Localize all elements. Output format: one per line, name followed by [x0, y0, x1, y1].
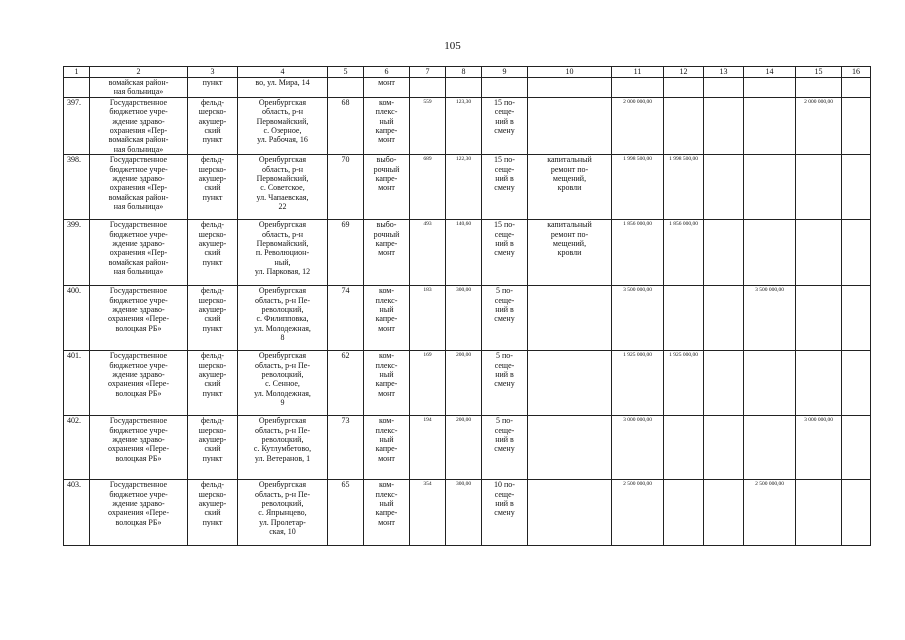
- table-cell-col-9: 10 по- сеще- ний в смену: [482, 480, 528, 546]
- table-cell-col-12: [664, 286, 704, 351]
- table-cell-col-13: [704, 416, 744, 480]
- table-cell-col-11: [612, 78, 664, 98]
- table-cell-col-12: 1 925 000,00: [664, 351, 704, 416]
- table-cell-col-12: [664, 78, 704, 98]
- table-cell-col-11: 1 856 000,00: [612, 220, 664, 286]
- table-cell-col-6: ком- плекс- ный капре- монт: [364, 480, 410, 546]
- table-cell-col-5: 74: [328, 286, 364, 351]
- table-cell-col-10: [528, 78, 612, 98]
- column-number-cell: 2: [90, 67, 188, 78]
- table-row: [64, 220, 871, 286]
- table-cell-col-8: 122,30: [446, 155, 482, 220]
- table-cell-col-3: фельд- шерско- акушер- ский пункт: [188, 286, 238, 351]
- table-cell-col-13: [704, 351, 744, 416]
- table-cell-col-13: [704, 286, 744, 351]
- column-number-cell: 13: [704, 67, 744, 78]
- table-cell-col-15: [796, 78, 842, 98]
- table-cell-col-15: [796, 220, 842, 286]
- table-cell-col-1: 397.: [64, 97, 90, 154]
- registry-body: [64, 67, 871, 546]
- table-cell-col-4: Оренбургская область, р-н Пе- револоцкий, с. Япрынцево, ул. Пролетар- ская, 10: [238, 480, 328, 546]
- table-cell-col-10: капитальный ремонт по- мещений, кровли: [528, 220, 612, 286]
- table-cell-col-14: [744, 220, 796, 286]
- column-number-cell: 8: [446, 67, 482, 78]
- column-number-cell: 6: [364, 67, 410, 78]
- table-cell-col-15: [796, 351, 842, 416]
- column-number-cell: 15: [796, 67, 842, 78]
- table-cell-col-9: 15 по- сеще- ний в смену: [482, 97, 528, 154]
- table-cell-col-12: [664, 480, 704, 546]
- table-cell-col-6: ком- плекс- ный капре- монт: [364, 416, 410, 480]
- table-cell-col-3: фельд- шерско- акушер- ский пункт: [188, 416, 238, 480]
- table-cell-col-5: 68: [328, 97, 364, 154]
- table-cell-col-5: 69: [328, 220, 364, 286]
- table-cell-col-6: ком- плекс- ный капре- монт: [364, 286, 410, 351]
- column-number-cell: 11: [612, 67, 664, 78]
- table-cell-col-2: Государственное бюджетное учре- ждение здраво- охранения «Пер- вомайская район- ная больница»: [90, 97, 188, 154]
- table-cell-col-3: фельд- шерско- акушер- ский пункт: [188, 155, 238, 220]
- table-cell-col-8: 300,00: [446, 286, 482, 351]
- table-cell-col-7: 493: [410, 220, 446, 286]
- table-cell-col-10: капитальный ремонт по- мещений, кровли: [528, 155, 612, 220]
- table-cell-col-6: выбо- рочный капре- монт: [364, 220, 410, 286]
- table-cell-col-13: [704, 480, 744, 546]
- table-cell-col-2: Государственное бюджетное учре- ждение здраво- охранения «Пер- вомайская район- ная больница»: [90, 220, 188, 286]
- table-cell-col-7: 559: [410, 97, 446, 154]
- table-cell-col-9: [482, 78, 528, 98]
- table-cell-col-1: 403.: [64, 480, 90, 546]
- column-number-cell: 4: [238, 67, 328, 78]
- table-cell-col-14: [744, 351, 796, 416]
- table-cell-col-2: Государственное бюджетное учре- ждение здраво- охранения «Пер- вомайская район- ная больница»: [90, 155, 188, 220]
- table-cell-col-11: 1 998 500,00: [612, 155, 664, 220]
- table-cell-col-10: [528, 416, 612, 480]
- table-cell-col-13: [704, 78, 744, 98]
- table-row: [64, 416, 871, 480]
- table-cell-col-3: фельд- шерско- акушер- ский пункт: [188, 97, 238, 154]
- table-cell-col-13: [704, 155, 744, 220]
- table-cell-col-10: [528, 97, 612, 154]
- table-cell-col-16: [842, 286, 871, 351]
- table-cell-col-7: [410, 78, 446, 98]
- table-cell-col-5: 62: [328, 351, 364, 416]
- column-number-cell: 14: [744, 67, 796, 78]
- table-cell-col-1: 402.: [64, 416, 90, 480]
- table-cell-col-16: [842, 416, 871, 480]
- table-row: [64, 155, 871, 220]
- column-number-cell: 1: [64, 67, 90, 78]
- table-cell-col-2: вомайская район- ная больница»: [90, 78, 188, 98]
- table-cell-col-10: [528, 351, 612, 416]
- table-cell-col-13: [704, 220, 744, 286]
- table-cell-col-9: 15 по- сеще- ний в смену: [482, 155, 528, 220]
- table-cell-col-5: 73: [328, 416, 364, 480]
- table-cell-col-16: [842, 97, 871, 154]
- table-cell-col-14: [744, 78, 796, 98]
- table-cell-col-15: 2 000 000,00: [796, 97, 842, 154]
- table-cell-col-8: 123,30: [446, 97, 482, 154]
- table-cell-col-15: [796, 480, 842, 546]
- table-cell-col-12: 1 856 000,00: [664, 220, 704, 286]
- table-cell-col-13: [704, 97, 744, 154]
- table-cell-col-16: [842, 351, 871, 416]
- table-cell-col-12: [664, 97, 704, 154]
- column-number-cell: 7: [410, 67, 446, 78]
- table-row: [64, 97, 871, 154]
- table-cell-col-5: [328, 78, 364, 98]
- table-cell-col-4: Оренбургская область, р-н Пе- револоцкий, с. Филипповка, ул. Молодежная, 8: [238, 286, 328, 351]
- table-cell-col-8: 300,00: [446, 480, 482, 546]
- table-cell-col-4: Оренбургская область, р-н Первомайский, п. Революцион- ный, ул. Парковая, 12: [238, 220, 328, 286]
- table-cell-col-8: 200,00: [446, 351, 482, 416]
- table-cell-col-14: [744, 97, 796, 154]
- table-cell-col-9: 15 по- сеще- ний в смену: [482, 220, 528, 286]
- table-cell-col-1: 399.: [64, 220, 90, 286]
- table-cell-col-8: [446, 78, 482, 98]
- table-row: [64, 286, 871, 351]
- table-cell-col-10: [528, 286, 612, 351]
- table-cell-col-4: Оренбургская область, р-н Первомайский, с. Озерное, ул. Рабочая, 16: [238, 97, 328, 154]
- table-cell-col-11: 3 500 000,00: [612, 286, 664, 351]
- table-cell-col-9: 5 по- сеще- ний в смену: [482, 416, 528, 480]
- table-cell-col-4: Оренбургская область, р-н Пе- револоцкий, с. Кутлумбетово, ул. Ветеранов, 1: [238, 416, 328, 480]
- table-cell-col-11: 1 925 000,00: [612, 351, 664, 416]
- table-cell-col-4: Оренбургская область, р-н Первомайский, с. Советское, ул. Чапаевская, 22: [238, 155, 328, 220]
- table-cell-col-6: выбо- рочный капре- монт: [364, 155, 410, 220]
- table-cell-col-15: [796, 155, 842, 220]
- table-cell-col-3: фельд- шерско- акушер- ский пункт: [188, 220, 238, 286]
- table-cell-col-9: 5 по- сеще- ний в смену: [482, 351, 528, 416]
- table-cell-col-5: 65: [328, 480, 364, 546]
- table-cell-col-6: ком- плекс- ный капре- монт: [364, 97, 410, 154]
- table-cell-col-9: 5 по- сеще- ний в смену: [482, 286, 528, 351]
- table-cell-col-8: 140,60: [446, 220, 482, 286]
- table-cell-col-4: Оренбургская область, р-н Пе- револоцкий, с. Сенное, ул. Молодежная, 9: [238, 351, 328, 416]
- column-number-row: [64, 67, 871, 78]
- table-cell-col-6: монт: [364, 78, 410, 98]
- column-number-cell: 9: [482, 67, 528, 78]
- table-cell-col-14: [744, 416, 796, 480]
- table-cell-col-3: фельд- шерско- акушер- ский пункт: [188, 351, 238, 416]
- table-cell-col-3: фельд- шерско- акушер- ский пункт: [188, 480, 238, 546]
- table-cell-col-2: Государственное бюджетное учре- ждение здраво- охранения «Пере- волоцкая РБ»: [90, 416, 188, 480]
- table-cell-col-4: во, ул. Мира, 14: [238, 78, 328, 98]
- table-cell-col-11: 3 000 000,00: [612, 416, 664, 480]
- table-cell-col-2: Государственное бюджетное учре- ждение здраво- охранения «Пере- волоцкая РБ»: [90, 480, 188, 546]
- table-cell-col-7: 689: [410, 155, 446, 220]
- table-cell-col-3: пункт: [188, 78, 238, 98]
- table-cell-col-2: Государственное бюджетное учре- ждение здраво- охранения «Пере- волоцкая РБ»: [90, 351, 188, 416]
- table-row: [64, 351, 871, 416]
- table-cell-col-7: 194: [410, 416, 446, 480]
- table-cell-col-14: 2 500 000,00: [744, 480, 796, 546]
- table-row: [64, 480, 871, 546]
- table-cell-col-15: [796, 286, 842, 351]
- table-cell-col-16: [842, 78, 871, 98]
- column-number-cell: 3: [188, 67, 238, 78]
- table-cell-col-7: 354: [410, 480, 446, 546]
- table-cell-col-12: 1 998 500,00: [664, 155, 704, 220]
- table-cell-col-11: 2 500 000,00: [612, 480, 664, 546]
- column-number-cell: 12: [664, 67, 704, 78]
- table-cell-col-7: 183: [410, 286, 446, 351]
- table-cell-col-16: [842, 480, 871, 546]
- table-row: [64, 78, 871, 98]
- table-cell-col-15: 3 000 000,00: [796, 416, 842, 480]
- table-cell-col-12: [664, 416, 704, 480]
- page-number: 105: [444, 40, 461, 52]
- table-cell-col-8: 200,00: [446, 416, 482, 480]
- table-cell-col-1: 400.: [64, 286, 90, 351]
- table-cell-col-1: [64, 78, 90, 98]
- table-cell-col-1: 401.: [64, 351, 90, 416]
- table-cell-col-7: 169: [410, 351, 446, 416]
- table-cell-col-2: Государственное бюджетное учре- ждение здраво- охранения «Пере- волоцкая РБ»: [90, 286, 188, 351]
- table-cell-col-6: ком- плекс- ный капре- монт: [364, 351, 410, 416]
- table-cell-col-16: [842, 220, 871, 286]
- registry-table: [63, 66, 871, 546]
- column-number-cell: 16: [842, 67, 871, 78]
- table-cell-col-11: 2 000 000,00: [612, 97, 664, 154]
- column-number-cell: 5: [328, 67, 364, 78]
- table-cell-col-14: [744, 155, 796, 220]
- table-cell-col-1: 398.: [64, 155, 90, 220]
- table-cell-col-10: [528, 480, 612, 546]
- table-cell-col-14: 3 500 000,00: [744, 286, 796, 351]
- table-cell-col-16: [842, 155, 871, 220]
- table-cell-col-5: 70: [328, 155, 364, 220]
- column-number-cell: 10: [528, 67, 612, 78]
